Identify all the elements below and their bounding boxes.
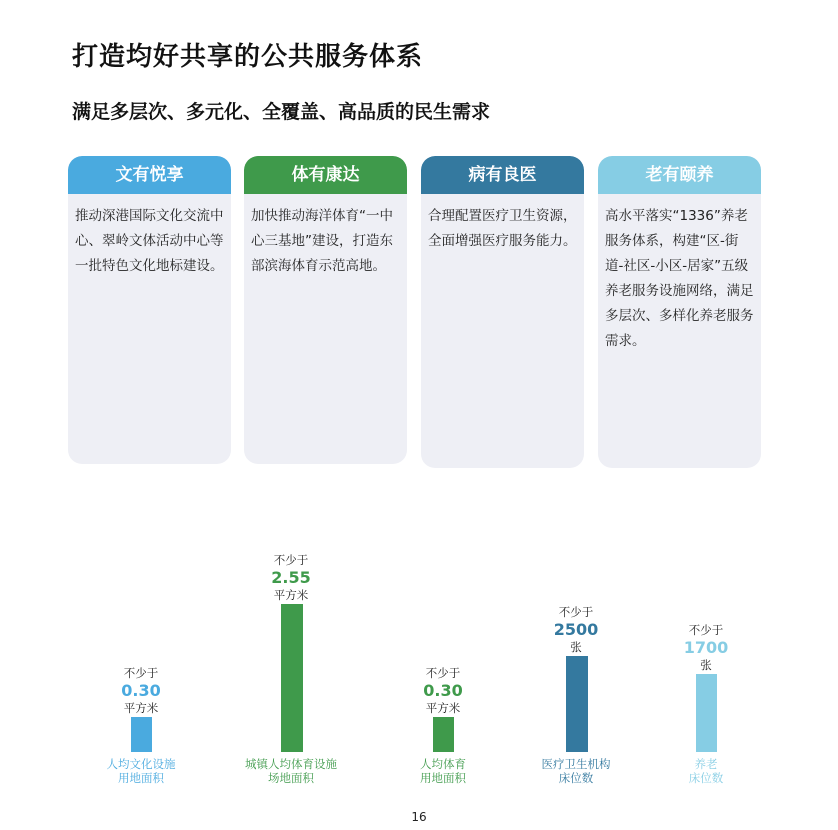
bar-unit-label: 平方米 xyxy=(425,701,461,715)
bar-category-label: 城镇人均体育设施 xyxy=(245,757,337,771)
bar-category-label: 人均体育 xyxy=(420,757,466,771)
bar-prefix-label: 不少于 xyxy=(123,666,159,680)
card-body: 高水平落实“1336”养老服务体系，构建“区-街道-社区-小区-居家”五级养老服务设施网络，满足多层次、多样化养老服务需求。 xyxy=(605,208,754,349)
card-title: 老有颐养 xyxy=(598,156,761,194)
bar-value-label: 2.55 xyxy=(271,568,311,587)
page-subtitle: 满足多层次、多元化、全覆盖、高品质的民生需求 xyxy=(72,101,491,123)
bar-category-label: 医疗卫生机构 xyxy=(541,757,611,771)
card-body: 推动深港国际文化交流中心、翠岭文体活动中心等一批特色文化地标建设。 xyxy=(75,208,224,274)
bar-unit-label: 张 xyxy=(700,658,712,672)
bar-value-label: 0.30 xyxy=(121,681,161,700)
bar xyxy=(131,717,152,752)
bar-category-label: 养老 xyxy=(694,757,718,771)
bar-category-label: 床位数 xyxy=(688,771,724,785)
card-sports xyxy=(244,156,407,464)
card-elderly xyxy=(598,156,761,468)
bar-prefix-label: 不少于 xyxy=(688,623,724,637)
bar-category-label: 场地面积 xyxy=(268,771,314,785)
card-culture xyxy=(68,156,231,464)
bar-unit-label: 平方米 xyxy=(123,701,159,715)
bar xyxy=(696,674,717,752)
bar xyxy=(566,656,588,752)
bar-category-label: 用地面积 xyxy=(118,771,164,785)
bar-value-label: 1700 xyxy=(683,638,729,657)
card-body: 加快推动海洋体育“一中心三基地”建设，打造东部滨海体育示范高地。 xyxy=(251,208,393,274)
card-title: 体有康达 xyxy=(244,156,407,194)
card-title: 文有悦享 xyxy=(68,156,231,194)
card-medical xyxy=(421,156,584,468)
card-title: 病有良医 xyxy=(421,156,584,194)
bar-unit-label: 平方米 xyxy=(273,588,309,602)
page-number: 16 xyxy=(411,810,427,824)
bar-prefix-label: 不少于 xyxy=(425,666,461,680)
bar-category-label: 床位数 xyxy=(558,771,594,785)
bar-value-label: 0.30 xyxy=(423,681,463,700)
bar xyxy=(281,604,303,752)
bar-category-label: 人均文化设施 xyxy=(106,757,176,771)
bar-value-label: 2500 xyxy=(553,620,599,639)
bar-unit-label: 张 xyxy=(570,640,582,654)
page-title: 打造均好共享的公共服务体系 xyxy=(72,42,424,72)
bar-category-label: 用地面积 xyxy=(420,771,466,785)
card-body: 合理配置医疗卫生资源，全面增强医疗服务能力。 xyxy=(428,208,577,249)
bar xyxy=(433,717,454,752)
bar-prefix-label: 不少于 xyxy=(558,605,594,619)
bar-prefix-label: 不少于 xyxy=(273,553,309,567)
